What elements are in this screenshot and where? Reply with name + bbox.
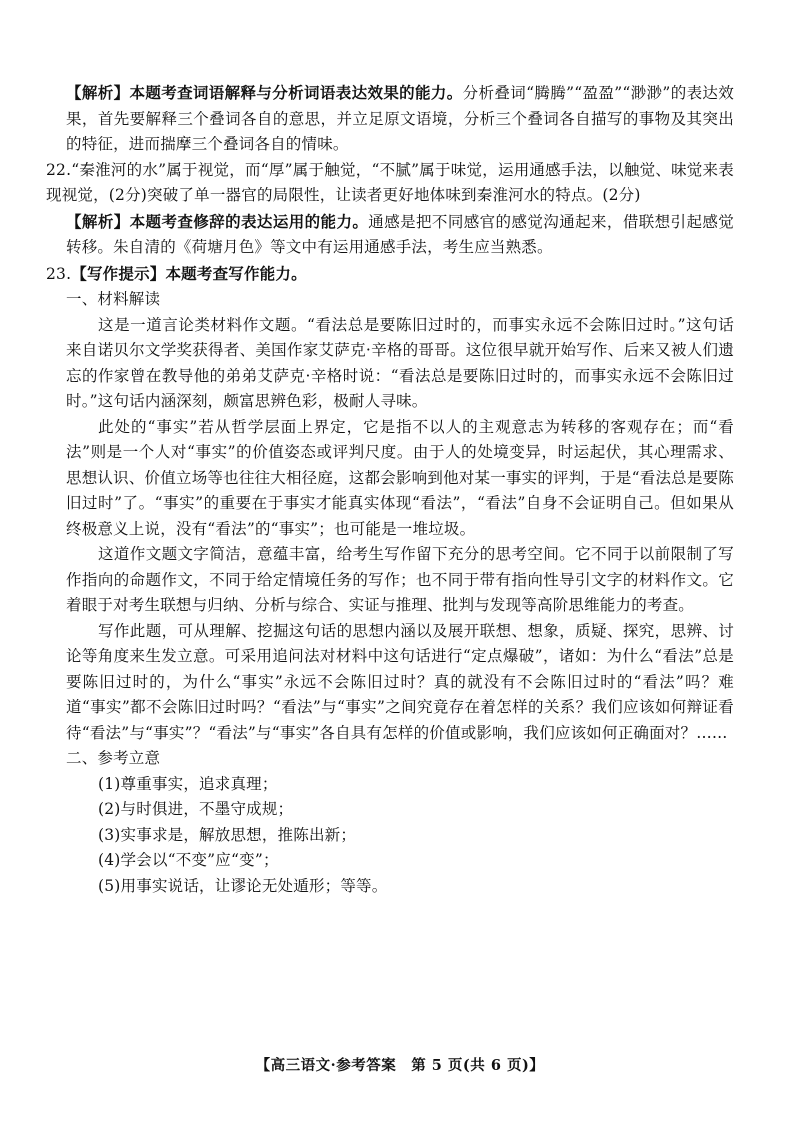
q23-number: 23. — [46, 264, 72, 283]
idea-item: (1)尊重事实，追求真理； — [98, 774, 278, 793]
q21-analysis — [66, 80, 734, 158]
q22-number: 22. — [46, 160, 72, 179]
idea-item: (5)用事实说话，让谬论无处遁形；等等。 — [98, 876, 388, 895]
paragraph-1: 这是一道言论类材料作文题。“看法总是要陈旧过时的，而事实永远不会陈旧过时。”这句话来自诺贝尔文学奖获得者、美国作家艾萨克·辛格的哥哥。这位很早就开始写作、后来又被人们遗忘的作家曾在教导他的弟弟艾萨克·辛格时说：“看法总是要陈旧过时的，而事实永远不会陈旧过时。”这句话内涵深刻，颇富思辨色彩，极耐人寻味。 — [66, 315, 734, 410]
paragraph-3: 这道作文题文字简洁，意蕴丰富，给考生写作留下充分的思考空间。它不同于以前限制了写作指向的命题作文，不同于给定情境任务的写作；也不同于带有指向性导引文字的材料作文。它着眼于对考生联想与归纳、分析与综合、实证与推理、批判与发现等高阶思维能力的考查。 — [66, 545, 734, 614]
answer-page — [46, 80, 734, 899]
paragraph-2: 此处的“事实”若从哲学层面上界定，它是指不以人的主观意志为转移的客观存在；而“看法”则是一个人对“事实”的价值姿态或评判尺度。由于人的处境变异，时运起伏，其心理需求、思想认识、价值立场等也往往大相径庭，这都会影响到他对某一事实的评判，于是“看法总是要陈旧过时”了。“事实”的重要在于事实才能真实体现“看法”，“看法”自身不会证明自己。但如果从终极意义上说，没有“看法”的“事实”；也可能是一堆垃圾。 — [66, 417, 734, 538]
page-footer: 【高三语文·参考答案 第 5 页(共 6 页)】 — [255, 1057, 545, 1074]
idea-item: (3)实事求是，解放思想，推陈出新； — [98, 825, 357, 844]
analysis-bold-text: 本题考查修辞的表达运用的能力。 — [129, 211, 369, 231]
writing-tip-bold: 本题考查写作能力。 — [165, 263, 307, 283]
analysis-tag: 【解析】 — [66, 83, 130, 102]
analysis-bold-text: 本题考查词语解释与分析词语表达效果的能力。 — [129, 83, 463, 102]
section-title-ideas: 二、参考立意 — [66, 749, 161, 767]
idea-item: (2)与时俱进，不墨守成规； — [98, 800, 294, 818]
q22-answer — [46, 158, 734, 209]
analysis-text: 分析叠词“腾腾”“盈盈”“渺渺”的表达效果，首先要解释三个叠词各自的意思，并立足原文语境，分析三个叠词各自描写的事物及其突出的特征，进而揣摩三个叠词各自的情味。 — [66, 84, 734, 153]
writing-tip-tag: 【写作提示】 — [71, 263, 166, 283]
analysis-text: 通感是把不同感官的感觉沟通起来，借联想引起感觉转移。朱自清的《荷塘月色》等文中有运用通感手法，考生应当熟悉。 — [66, 212, 734, 256]
idea-item: (4)学会以“不变”应“变”； — [98, 851, 279, 869]
section-title-material: 一、材料解读 — [66, 290, 161, 308]
q22-analysis — [66, 209, 734, 261]
paragraph-4: 写作此题，可从理解、挖掘这句话的思想内涵以及展开联想、想象，质疑、探究，思辨、讨论等角度来生发立意。可采用追问法对材料中这句话进行“定点爆破”，诸如：为什么“看法”总是要陈旧过时的，为什么“事实”永远不会陈旧过时？真的就没有不会陈旧过时的“看法”吗？难道“事实”都不会陈旧过时吗？“看法”与“事实”之间究竟存在着怎样的关系？我们应该如何辩证看待“看法”与“事实”？“看法”与“事实”各自具有怎样的价值或影响，我们应该如何正确面对？…… — [66, 621, 734, 742]
q22-answer-text: “秦淮河的水”属于视觉，而“厚”属于触觉，“不腻”属于味觉，运用通感手法，以触觉、味觉来表现视觉，(2分)突破了单一器官的局限性，让读者更好地体味到秦淮河水的特点。(2分) — [46, 160, 734, 204]
analysis-tag: 【解析】 — [66, 211, 130, 231]
q23-heading — [46, 261, 734, 288]
